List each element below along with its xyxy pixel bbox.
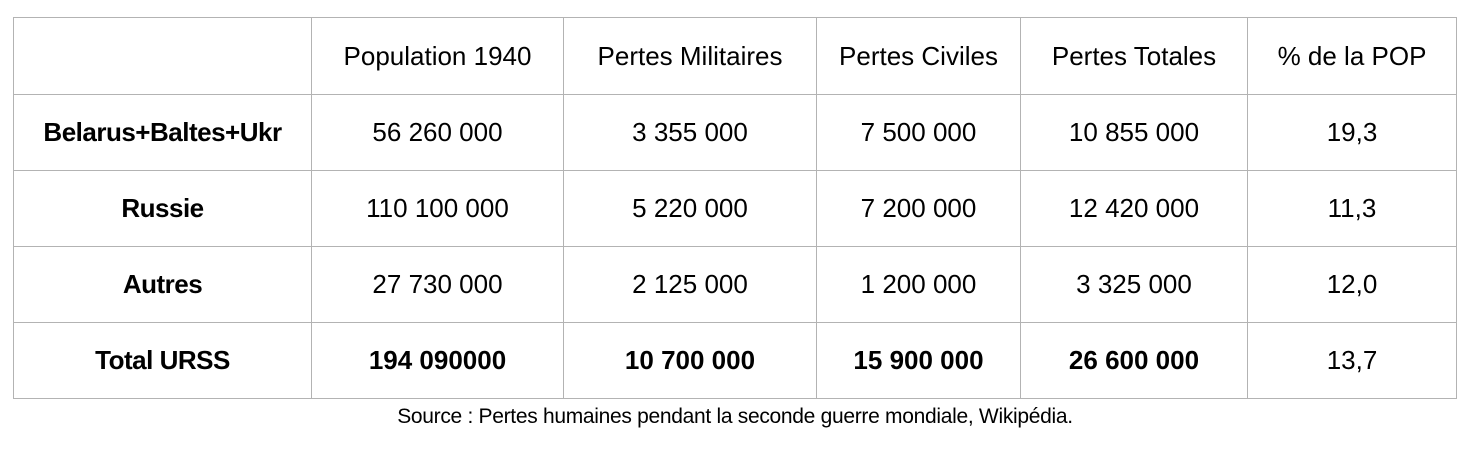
- header-cell-percent-pop: % de la POP: [1248, 18, 1457, 95]
- table-cell: 3 355 000: [564, 95, 817, 171]
- row-label: Total URSS: [14, 323, 312, 399]
- table-cell: 7 200 000: [817, 171, 1021, 247]
- header-cell-military-losses: Pertes Militaires: [564, 18, 817, 95]
- table-cell: 19,3: [1248, 95, 1457, 171]
- table-cell: 7 500 000: [817, 95, 1021, 171]
- header-cell-total-losses: Pertes Totales: [1021, 18, 1248, 95]
- table-cell: 5 220 000: [564, 171, 817, 247]
- table-cell: 26 600 000: [1021, 323, 1248, 399]
- total-row: [14, 323, 1457, 399]
- row-label: Belarus+Baltes+Ukr: [14, 95, 312, 171]
- table-row: [14, 247, 1457, 323]
- header-cell-empty: [14, 18, 312, 95]
- header-cell-population: Population 1940: [312, 18, 564, 95]
- table-cell: 27 730 000: [312, 247, 564, 323]
- table-cell: 15 900 000: [817, 323, 1021, 399]
- table-cell: 2 125 000: [564, 247, 817, 323]
- table-row: [14, 95, 1457, 171]
- table-cell: 194 090000: [312, 323, 564, 399]
- table-cell: 110 100 000: [312, 171, 564, 247]
- header-row: [14, 18, 1457, 95]
- source-caption: Source : Pertes humaines pendant la seconde guerre mondiale, Wikipédia.: [397, 405, 1073, 428]
- table-row: [14, 171, 1457, 247]
- table-cell: 56 260 000: [312, 95, 564, 171]
- losses-table: [13, 17, 1457, 399]
- row-label: Russie: [14, 171, 312, 247]
- table-cell: 12,0: [1248, 247, 1457, 323]
- table-cell: 12 420 000: [1021, 171, 1248, 247]
- row-label: Autres: [14, 247, 312, 323]
- table-cell: 11,3: [1248, 171, 1457, 247]
- table-cell: 13,7: [1248, 323, 1457, 399]
- header-cell-civilian-losses: Pertes Civiles: [817, 18, 1021, 95]
- table-cell: 3 325 000: [1021, 247, 1248, 323]
- table-cell: 1 200 000: [817, 247, 1021, 323]
- table-cell: 10 855 000: [1021, 95, 1248, 171]
- table-cell: 10 700 000: [564, 323, 817, 399]
